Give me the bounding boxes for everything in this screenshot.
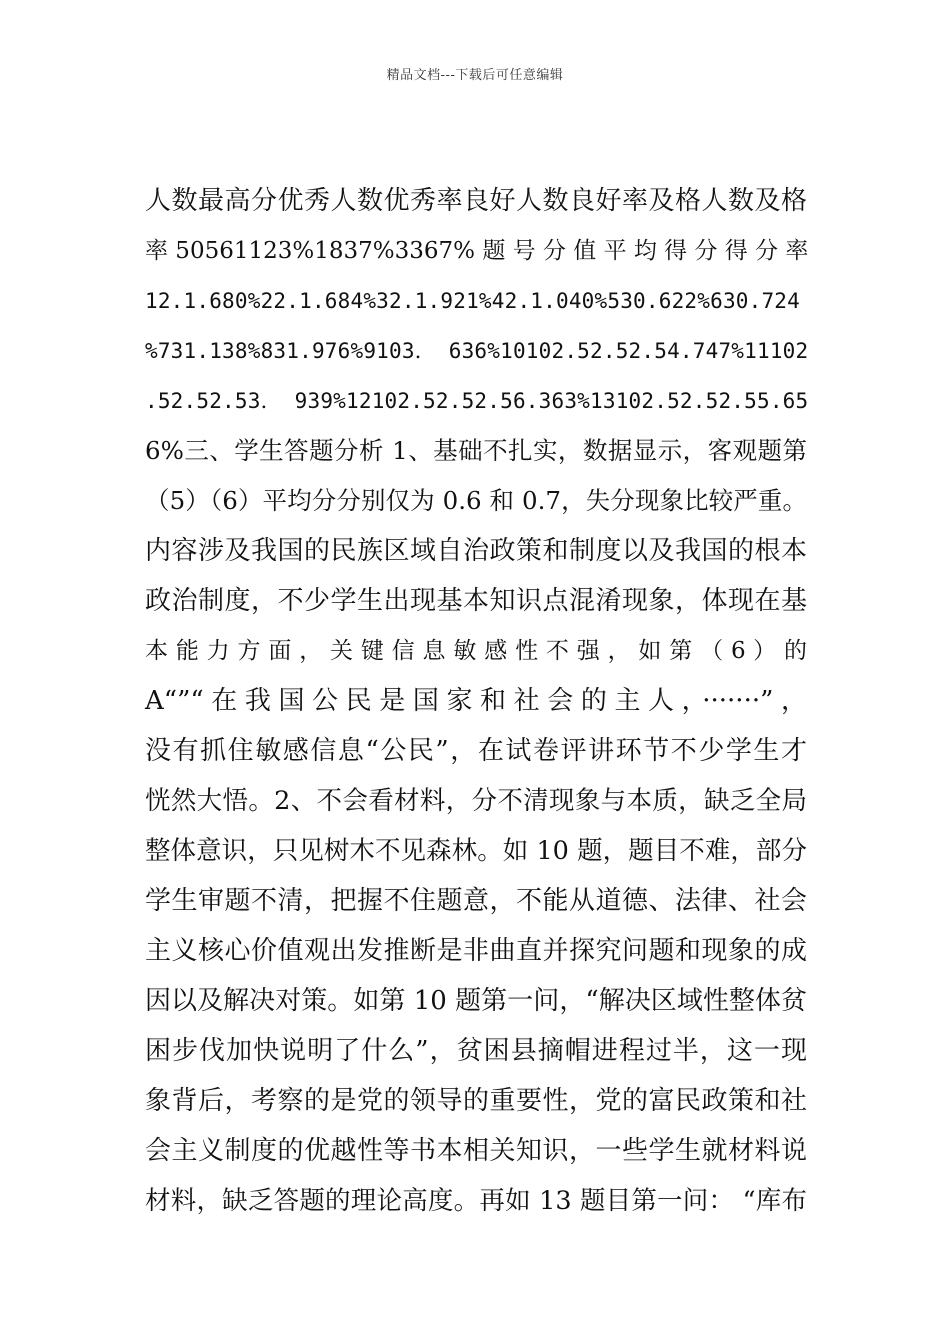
text-line: 困步伐加快说明了什么”，贫困县摘帽进程过半，这一现 (145, 1036, 807, 1066)
text-line: 12.1.680%22.1.684%32.1.921%42.1.040%530.622%630.724 (145, 289, 800, 313)
body-text (145, 176, 807, 1226)
text-line: 会主义制度的优越性等书本相关知识，一些学生就材料说 (145, 1136, 807, 1166)
text-line: （5）（6）平均分分别仅为 0.6 和 0.7，失分现象比较严重。 (145, 486, 807, 515)
text-line: 学生审题不清，把握不住题意，不能从道德、法律、社会 (145, 886, 807, 916)
text-line: 恍然大悟。2、不会看材料，分不清现象与本质，缺乏全局 (145, 786, 807, 816)
text-line: 材料，缺乏答题的理论高度。再如 13 题目第一问： “库布 (145, 1186, 807, 1216)
text-line: A“”“在我国公民是国家和社会的主人，·······”， (145, 686, 807, 716)
text-line: %731.138%831.976%9103． 636%10102.52.52.54.747%11102 (145, 339, 809, 363)
text-line: 政治制度，不少学生出现基本知识点混淆现象，体现在基 (145, 586, 807, 616)
text-line: 内容涉及我国的民族区域自治政策和制度以及我国的根本 (145, 536, 807, 566)
text-line: 没有抓住敏感信息“公民”，在试卷评讲环节不少学生才 (145, 736, 807, 766)
text-line: 象背后，考察的是党的领导的重要性，党的富民政策和社 (145, 1086, 807, 1116)
text-line: 因以及解决对策。如第 10 题第一问，“解决区域性整体贫 (145, 986, 807, 1016)
text-line: 率 50561123%1837%3367% 题 号 分 值 平 均 得 分 得 分 率 (145, 238, 809, 264)
text-line: 6%三、学生答题分析 1、基础不扎实，数据显示，客观题第 (145, 436, 807, 465)
page-header: 精品文档---下载后可任意编辑 (386, 68, 564, 83)
text-line: .52.52.53． 939%12102.52.52.56.363%13102.52.52.55.65 (145, 389, 809, 413)
text-line: 人数最高分优秀人数优秀率良好人数良好率及格人数及格 (145, 186, 807, 216)
text-line: 本 能 力 方 面 ， 关 键 信 息 敏 感 性 不 强 ， 如 第 （ 6 ） 的 (145, 638, 807, 664)
text-line: 整体意识，只见树木不见森林。如 10 题，题目不难，部分 (145, 836, 807, 866)
text-line: 主义核心价值观出发推断是非曲直并探究问题和现象的成 (145, 936, 807, 966)
